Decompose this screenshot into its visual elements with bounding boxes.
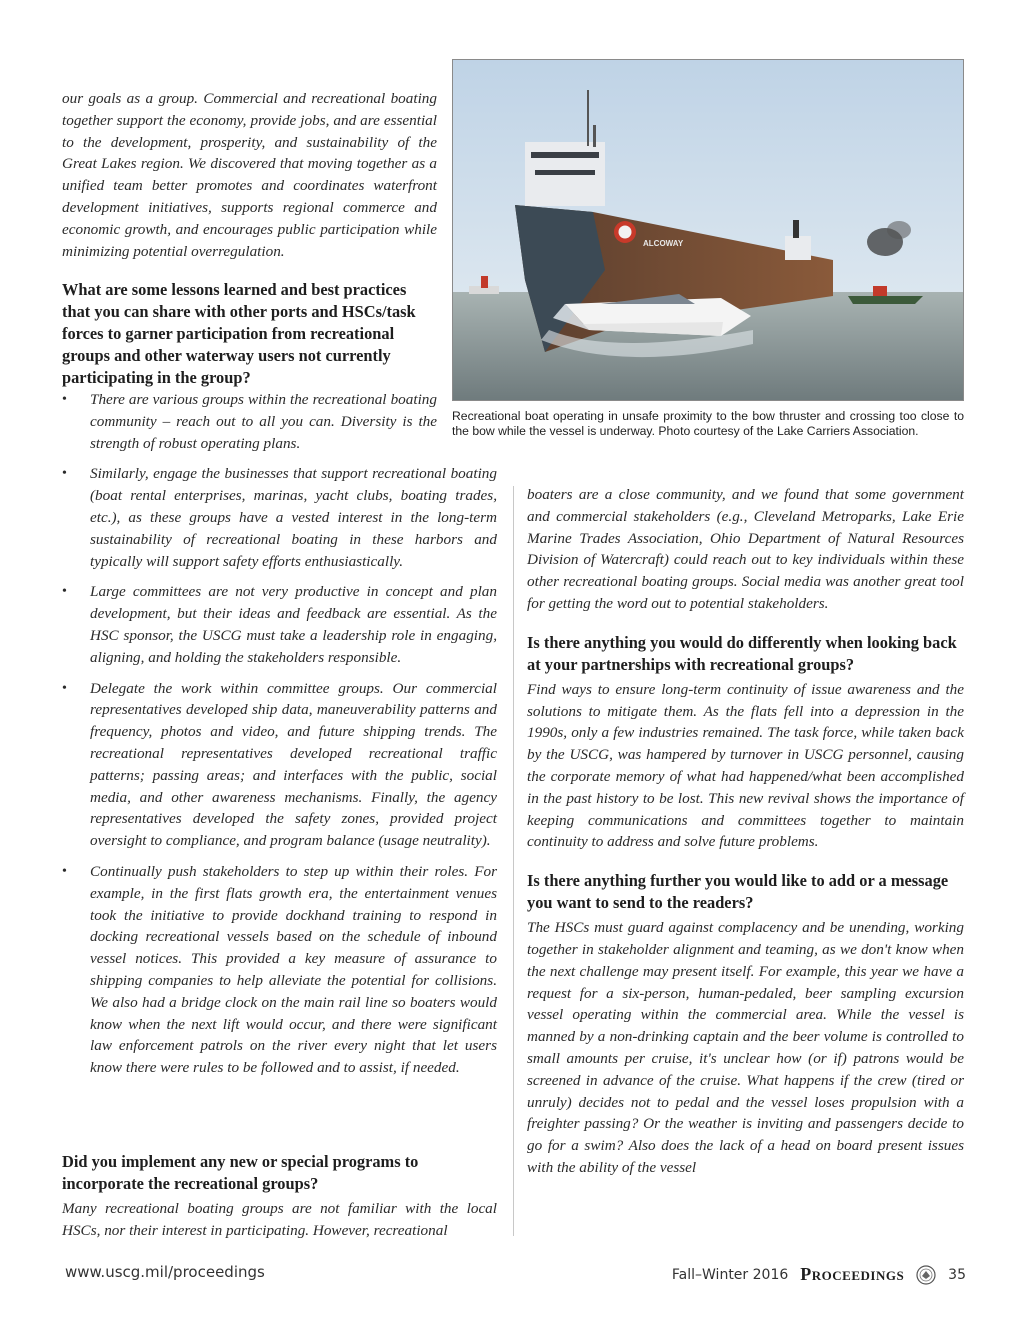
answer-programs-continued: boaters are a close community, and we found that some government and commercial stakeholders (e.g., Cleveland Metroparks, Lake Erie Marine Trades Association, Ohio Department of Natural Resources Division of Watercraft) could reach out to key individuals within these other recreational boating groups. Social media was another great tool for getting the word out to potential stakeholders.	[527, 486, 964, 612]
lessons-bullet-list	[62, 389, 497, 1088]
bullet-glyph: •	[62, 466, 67, 482]
question-further-message: Is there anything further you would like to add or a message you want to send to the readers?	[527, 871, 949, 913]
bullet-item	[62, 389, 437, 454]
page-number: 35	[948, 1266, 966, 1283]
bullet-text: Delegate the work within committee groups. Our commercial representatives developed ship data, maneuverability patterns and frequency, photos and video, and future shipping trends. The recreational representatives developed recreational traffic patterns; passing areas; and interfaces with the public, social media, and other awareness mechanisms. Finally, the agency representatives developed the safety zones, provided project oversight to compliance, and program balance (usage neutrality).	[90, 679, 497, 850]
bullet-text: Continually push stakeholders to step up within their roles. For example, in the first flats growth era, the entertainment venues took the initiative to provide dockhand training to respond in docking recreational vessels based on the schedule of inbound vessel notices. This provided a key measure of assurance to shipping companies to help alleviate the potential for collisions. We also had a bridge clock on the main rail line so boaters would know when the next lift would occur, and there were significant law enforcement patrols on the river every night that let users know there were rules to be followed and to assist, if needed.	[90, 862, 497, 1077]
bullet-glyph: •	[62, 392, 67, 407]
answer-do-differently: Find ways to ensure long-term continuity of issue awareness and the solutions to mitigate them. As the flats fell into a depression in the 1990s, only a few industries remained. The task force, while taken back by the USCG, was hampered by turnover in USCG personnel, causing the corporate memory of what had happened/what been accomplished in the past history to be lost. This new revival shows the importance of keeping communications and committees together to maintain continuity to address and solve future problems.	[527, 680, 964, 851]
footer-issue-block	[672, 1264, 966, 1285]
question-special-programs: Did you implement any new or special programs to incorporate the recreational groups?	[62, 1152, 419, 1193]
intro-paragraph: our goals as a group. Commercial and recreational boating together support the economy, provide jobs, and are essential to the development, prosperity, and sustainability of the Great Lakes region. We discovered that moving together as a unified team better promotes and coordinates waterfront development initiatives, supports regional commerce and economic growth, and encourages public participation while minimizing potential overregulation.	[62, 90, 437, 260]
footer-url-link[interactable]: www.uscg.mil/proceedings	[65, 1263, 265, 1281]
question-lessons-learned: What are some lessons learned and best practices that you can share with other ports and HSCs/task forces to garner participation from recreational groups and other waterway users not currently participating in the group?	[62, 280, 416, 387]
ship-name-label: ALCOWAY	[643, 239, 684, 248]
ship-photo	[452, 59, 964, 401]
journal-title: Proceedings	[800, 1264, 905, 1284]
answer-further-message: The HSCs must guard against complacency and be unending, working together in stakeholder alignment and teaming, as we don't know when the next challenge may present itself. For example, this year we have a request for a six-person, human-pedaled, beer sampling excursion vessel operating within the commercial area. While the vessel is manned by a non-drinking captain and the beer volume is controlled to small amounts per cruise, it's unclear how (or if) patrons would be screened in advance of the cruise. What happens if the crew (tired or unruly) decides not to pedal and the vessel loses propulsion with a freighter passing? Or the weather is inviting and passengers decide to go for a swim? Also does the lack of a head on board present issues with the ability of the vessel	[527, 919, 964, 1176]
question-do-differently: Is there anything you would do differently when looking back at your partnerships with recreational groups?	[527, 632, 957, 674]
photo-caption: Recreational boat operating in unsafe proximity to the bow thruster and crossing too close to the bow while the vessel is underway. Photo courtesy of the Lake Carriers Association.	[452, 409, 964, 439]
programs-section	[62, 1151, 497, 1242]
bullet-item	[62, 463, 497, 572]
bullet-item	[62, 581, 497, 668]
right-column	[527, 484, 964, 1179]
bullet-glyph: •	[62, 863, 67, 879]
bullet-item	[62, 861, 497, 1079]
bullet-text: There are various groups within the recreational boating community – reach out to all you can. Diversity is the strength of robust operating plans.	[90, 391, 437, 452]
answer-programs-start: Many recreational boating groups are not familiar with the local HSCs, nor their interest in participating. However, recreational	[62, 1200, 497, 1239]
footer-issue: Fall–Winter 2016	[671, 1266, 789, 1283]
bullet-item	[62, 678, 497, 852]
bullet-glyph: •	[62, 680, 67, 696]
column-divider	[513, 486, 514, 1236]
freighter-and-yacht-illustration	[453, 60, 963, 400]
bullet-glyph: •	[62, 584, 67, 600]
uscg-seal-icon	[916, 1265, 936, 1285]
bullet-text: Large committees are not very productive in concept and plan development, but their ideas and feedback are essential. As the HSC sponsor, the USCG must take a leadership role in engaging, aligning, and holding the stakeholders responsible.	[90, 583, 497, 666]
bullet-text: Similarly, engage the businesses that support recreational boating (boat rental enterprises, marinas, yacht clubs, boating trades, etc.), as these groups have a vested interest in the long-term sustainability of recreational boating in these harbors and typically will support safety efforts enthusiastically.	[90, 465, 497, 570]
